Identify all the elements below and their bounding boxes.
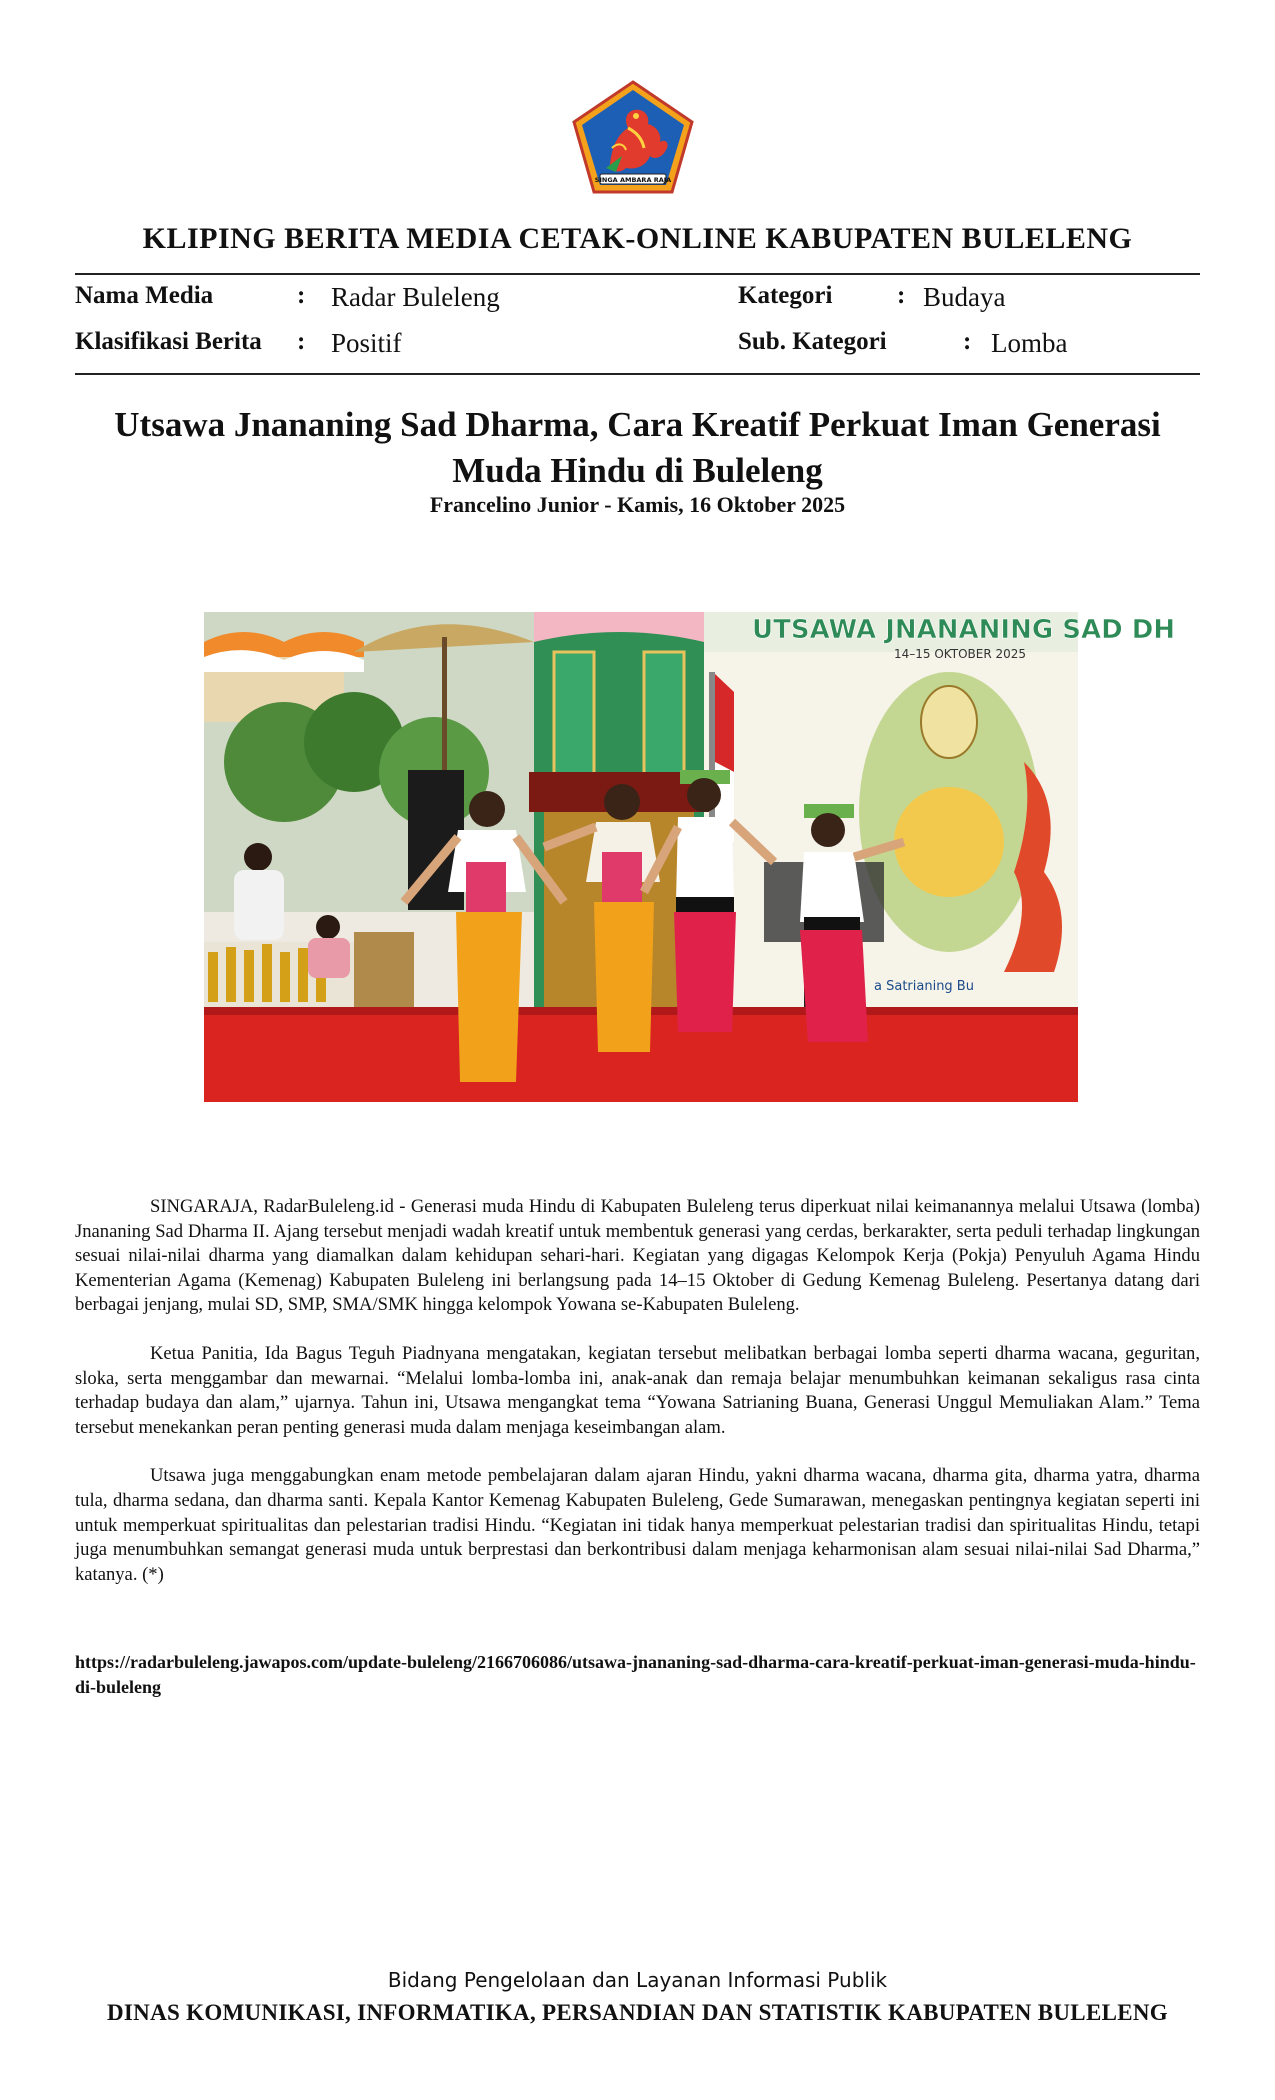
photo-sign-text: a Satrianing Bu	[874, 979, 974, 994]
sub-kategori-value: Lomba	[991, 328, 1068, 358]
kategori-value: Budaya	[923, 282, 1006, 312]
top-divider	[75, 273, 1200, 275]
klasifikasi-label: Klasifikasi Berita	[75, 328, 262, 355]
article-paragraph-3: Utsawa juga menggabungkan enam metode pembelajaran dalam ajaran Hindu, yakni dharma wacana, dharma gita, dharma yatra, dharma tula, dharma sedana, dan dharma santi. Kepala Kantor Kemenag Kabupaten Buleleng, Gede Sumarawan, menegaskan pentingnya kegiatan seperti ini untuk memperkuat spiritualitas dan pelestarian tradisi Hindu. “Kegiatan ini tidak hanya memperkuat pelestarian tradisi dan spiritualitas Hindu, tetapi juga menumbuhkan semangat generasi muda untuk berprestasi dan berkontribusi dalam menjaga keharmonisan alam sesuai nilai-nilai Sad Dharma,” katanya. (*)	[75, 1465, 1200, 1585]
article-photo	[204, 612, 1176, 1102]
emblem-motto: SINGA AMBARA RAJA	[594, 176, 672, 184]
article-paragraph-2: Ketua Panitia, Ida Bagus Teguh Piadnyana mengatakan, kegiatan tersebut melibatkan berbagai lomba seperti dharma wacana, geguritan, sloka, serta menggambar dan mewarnai. “Melalui lomba-lomba ini, anak-anak dan remaja belajar menumbuhkan keimanan sekaligus rasa cinta terhadap budaya dan alam,” ujarnya. Tahun ini, Utsawa mengangkat tema “Yowana Satrianing Buana, Generasi Unggul Memuliakan Alam.” Tema tersebut menekankan peran penting generasi muda dalam menjaga keseimbangan alam.	[75, 1342, 1200, 1438]
media-metadata	[75, 282, 1200, 372]
media-value: Radar Buleleng	[331, 282, 500, 312]
source-url: https://radarbuleleng.jawapos.com/update-buleleng/2166706086/utsawa-jnananing-sad-dharma-cara-kreatif-perkuat-iman-generasi-muda-hindu-di-buleleng	[75, 1652, 1196, 1697]
footer-division: Bidang Pengelolaan dan Layanan Informasi Publik	[387, 1968, 888, 1992]
colon: :	[297, 282, 306, 309]
article-byline: Francelino Junior - Kamis, 16 Oktober 2025	[429, 492, 846, 517]
article-paragraph-1: SINGARAJA, RadarBuleleng.id - Generasi muda Hindu di Kabupaten Buleleng terus diperkuat nilai keimanannya melalui Utsawa (lomba) Jnananing Sad Dharma II. Ajang tersebut menjadi wadah kreatif untuk membentuk generasi yang cerdas, berkarakter, serta peduli terhadap lingkungan sesuai nilai-nilai dharma yang diamalkan dalam kehidupan sehari-hari. Kegiatan yang digagas Kelompok Kerja (Pokja) Penyuluh Agama Hindu Kementerian Agama (Kemenag) Kabupaten Buleleng ini berlangsung pada 14–15 Oktober di Gedung Kemenag Buleleng. Pesertanya datang dari berbagai jenjang, mulai SD, SMP, SMA/SMK hingga kelompok Yowana se-Kabupaten Buleleng.	[75, 1196, 1200, 1316]
sub-kategori-label: Sub. Kategori	[738, 328, 887, 355]
article-headline: Utsawa Jnananing Sad Dharma, Cara Kreatif Perkuat Iman Generasi Muda Hindu di Buleleng	[114, 405, 1161, 490]
meta-row-2	[75, 328, 1200, 368]
footer-agency: DINAS KOMUNIKASI, INFORMATIKA, PERSANDIAN DAN STATISTIK KABUPATEN BULELENG	[107, 2000, 1168, 2025]
kategori-label: Kategori	[738, 282, 833, 309]
article-body	[75, 1195, 1200, 1611]
colon: :	[963, 328, 972, 355]
meta-row-1	[75, 282, 1200, 322]
photo-banner-text: UTSAWA JNANANING SAD DH	[752, 615, 1176, 645]
colon: :	[897, 282, 906, 309]
clipping-title: KLIPING BERITA MEDIA CETAK-ONLINE KABUPATEN BULELENG	[142, 222, 1133, 255]
bottom-divider	[75, 373, 1200, 375]
photo-banner-date: 14–15 OKTOBER 2025	[894, 647, 1027, 661]
colon: :	[297, 328, 306, 355]
buleleng-regency-emblem	[566, 76, 700, 200]
klasifikasi-value: Positif	[331, 328, 402, 358]
media-label: Nama Media	[75, 282, 214, 309]
